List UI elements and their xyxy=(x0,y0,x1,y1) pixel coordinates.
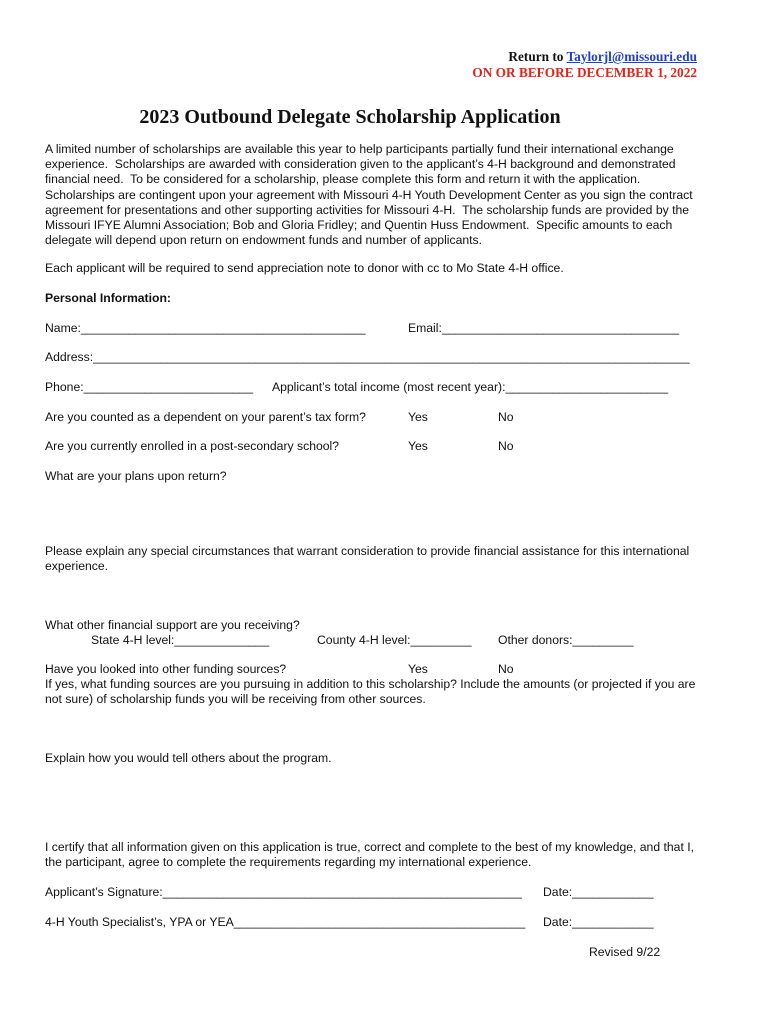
intro-line: agreement for presentations and other supporting activities for Missouri 4-H. The scholarship funds are provided by the xyxy=(45,202,690,217)
plans-question: What are your plans upon return? xyxy=(45,469,227,483)
special-line: Please explain any special circumstances that warrant consideration to provide financial assistance for this international xyxy=(45,544,690,558)
other-donors-field[interactable]: Other donors:_________ xyxy=(498,633,634,647)
intro-line: Scholarships are contingent upon your agreement with Missouri 4-H Youth Development Center as you sign the contract xyxy=(45,187,693,202)
page-title: 2023 Outbound Delegate Scholarship Application xyxy=(139,106,561,128)
email-field[interactable]: Email:___________________________________ xyxy=(408,321,680,335)
if-yes-line: If yes, what funding sources are you pursuing in addition to this scholarship? Include the amounts (or projected if you are xyxy=(45,677,696,691)
specialist-signature-field[interactable]: 4-H Youth Specialist’s, YPA or YEA___________________________________________ xyxy=(45,915,526,929)
deadline-notice: ON OR BEFORE DECEMBER 1, 2022 xyxy=(472,65,697,80)
return-email-link[interactable]: Taylorjl@missouri.edu xyxy=(566,49,697,64)
county-level-field[interactable]: County 4-H level:_________ xyxy=(317,633,472,647)
dependent-question: Are you counted as a dependent on your parent’s tax form? xyxy=(45,410,366,424)
return-label: Return to xyxy=(508,49,567,64)
enrolled-yes-option[interactable]: Yes xyxy=(408,439,428,453)
intro-line: delegate will depend upon return on endowment funds and number of applicants. xyxy=(45,233,483,248)
special-line: experience. xyxy=(45,559,109,574)
certify-line: the participant, agree to complete the requirements regarding my international experience. xyxy=(45,855,532,870)
enrolled-no-option[interactable]: No xyxy=(498,439,514,453)
intro-line: A limited number of scholarships are available this year to help participants partially fund their international exchange xyxy=(45,142,674,156)
funding-yes-option[interactable]: Yes xyxy=(408,662,428,676)
dependent-yes-option[interactable]: Yes xyxy=(408,410,428,424)
intro-line: financial need. To be considered for a scholarship, please complete this form and return it with the application. xyxy=(45,172,641,187)
name-field[interactable]: Name:__________________________________________ xyxy=(45,321,366,335)
income-field[interactable]: Applicant’s total income (most recent year):________________________ xyxy=(272,380,669,394)
address-field[interactable]: Address:________________________________________________________________________________________ xyxy=(45,350,690,364)
if-yes-question xyxy=(45,677,725,707)
state-level-field[interactable]: State 4-H level:______________ xyxy=(91,633,270,647)
applicant-date-field[interactable]: Date:____________ xyxy=(543,885,654,899)
other-funding-question: Have you looked into other funding sources? xyxy=(45,662,287,676)
certification-statement xyxy=(45,840,725,870)
return-to-line xyxy=(508,49,697,64)
appreciation-note: Each applicant will be required to send appreciation note to donor with cc to Mo State 4-H office. xyxy=(45,261,564,275)
dependent-no-option[interactable]: No xyxy=(498,410,514,424)
tell-others-question: Explain how you would tell others about the program. xyxy=(45,751,332,765)
funding-no-option[interactable]: No xyxy=(498,662,514,676)
intro-line: experience. Scholarships are awarded with consideration given to the applicant’s 4-H background and demonstrated xyxy=(45,157,676,172)
phone-field[interactable]: Phone:_________________________ xyxy=(45,380,254,394)
special-circumstances-question xyxy=(45,544,725,574)
personal-info-heading: Personal Information: xyxy=(45,291,171,305)
financial-support-question: What other financial support are you receiving? xyxy=(45,618,300,632)
if-yes-line: not sure) of scholarship funds you will be receiving from other sources. xyxy=(45,692,426,707)
intro-line: Missouri IFYE Alumni Association; Bob and Gloria Fridley; and Quentin Huss Endowment. Specific amounts to each xyxy=(45,218,673,233)
enrolled-question: Are you currently enrolled in a post-secondary school? xyxy=(45,439,340,453)
certify-line: I certify that all information given on this application is true, correct and complete to the best of my knowledge, and that I, xyxy=(45,840,694,854)
applicant-signature-field[interactable]: Applicant’s Signature:_____________________________________________________ xyxy=(45,885,522,899)
intro-paragraph xyxy=(45,142,725,248)
specialist-date-field[interactable]: Date:____________ xyxy=(543,915,654,929)
revised-note: Revised 9/22 xyxy=(589,945,661,959)
